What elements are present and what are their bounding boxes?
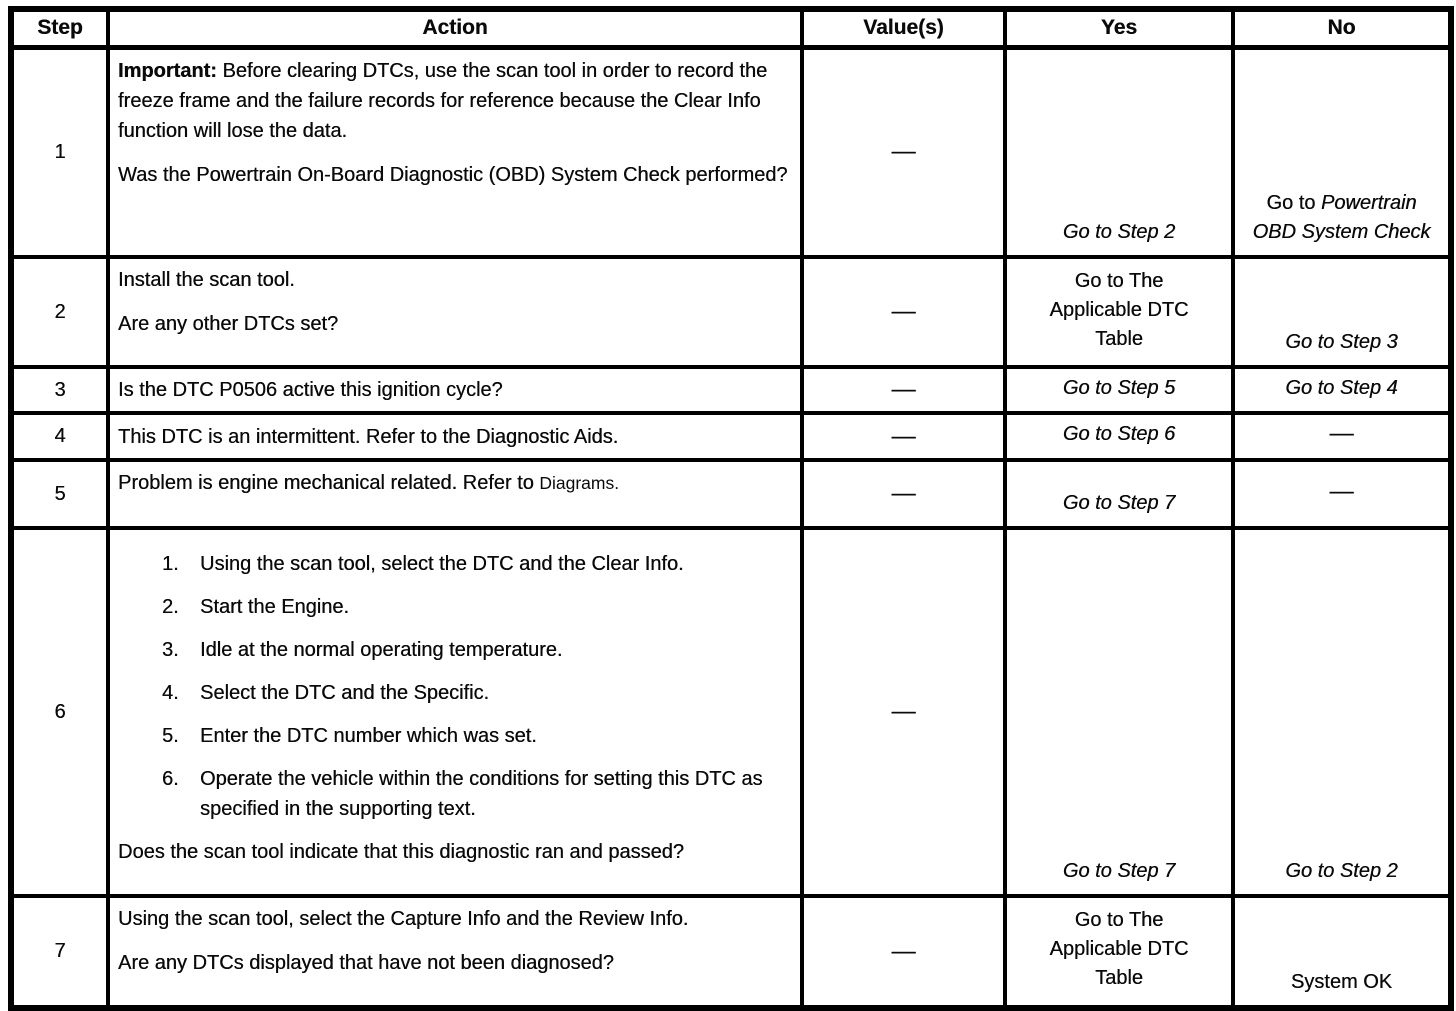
important-label: Important:: [118, 59, 217, 82]
goto-text: Go to Step 7: [1062, 860, 1176, 882]
action-paragraph: Using the scan tool, select the Capture Info and the Review Info.: [118, 908, 689, 930]
col-header-yes: Yes: [1005, 9, 1233, 47]
table-row-step-1: [11, 47, 1451, 257]
table-row-step-4: [11, 413, 1451, 460]
value-cell: [802, 413, 1005, 460]
value-cell: [802, 528, 1005, 896]
yes-cell: [1005, 413, 1233, 460]
no-cell: [1233, 528, 1451, 896]
table-row-step-7: [11, 896, 1451, 1008]
action-list-item: 1. Using the scan tool, select the DTC and the Clear Info.: [162, 553, 684, 575]
action-cell: [108, 47, 802, 257]
action-paragraph: Install the scan tool.: [118, 269, 295, 291]
no-cell: [1233, 460, 1451, 528]
goto-text: Go to Powertrain OBD System Check: [1252, 192, 1431, 243]
no-cell: [1233, 257, 1451, 367]
action-list-item: 5. Enter the DTC number which was set.: [162, 725, 537, 747]
yes-cell: [1005, 367, 1233, 413]
yes-cell: [1005, 896, 1233, 1008]
step-number: 2: [11, 257, 108, 367]
goto-text: Go to Step 7: [1062, 492, 1176, 514]
action-question: Are any other DTCs set?: [118, 313, 339, 335]
goto-text: Go to The Applicable DTC Table: [1049, 909, 1189, 989]
action-question: Are any DTCs displayed that have not been diagnosed?: [118, 952, 614, 974]
yes-cell: [1005, 528, 1233, 896]
no-cell: [1233, 367, 1451, 413]
no-cell: [1233, 47, 1451, 257]
table-row-step-5: [11, 460, 1451, 528]
action-question: Is the DTC P0506 active this ignition cycle?: [118, 379, 503, 401]
action-list-item: 2. Start the Engine.: [162, 596, 349, 618]
goto-text: Go to Step 3: [1285, 331, 1398, 353]
action-cell: [108, 528, 802, 896]
goto-text: Go to Step 2: [1062, 221, 1176, 243]
action-cell: [108, 257, 802, 367]
dash: —: [1329, 420, 1354, 447]
table-row-step-3: [11, 367, 1451, 413]
dash: —: [1329, 477, 1354, 505]
no-cell: [1233, 413, 1451, 460]
goto-text: Go to Step 4: [1285, 376, 1398, 399]
dash: —: [891, 138, 916, 166]
dash: —: [891, 298, 916, 325]
action-statement: This DTC is an intermittent. Refer to the Diagnostic Aids.: [118, 425, 619, 448]
value-cell: [802, 257, 1005, 367]
col-header-step: Step: [11, 9, 108, 47]
goto-text: Go to Step 2: [1285, 860, 1398, 882]
col-header-no: No: [1233, 9, 1451, 47]
action-paragraph: Important: Before clearing DTCs, use the scan tool in order to record the freeze frame and the failure records for reference because the Clear Info function will lose the data.: [118, 59, 768, 142]
value-cell: [802, 460, 1005, 528]
table-row-step-6: [11, 528, 1451, 896]
goto-text: Go to The Applicable DTC Table: [1049, 269, 1189, 350]
diagnostic-table: [8, 6, 1454, 1011]
yes-cell: [1005, 257, 1233, 367]
dash: —: [891, 376, 916, 403]
action-list-item: 3. Idle at the normal operating temperature.: [162, 639, 563, 661]
value-cell: [802, 47, 1005, 257]
step-number: 6: [11, 528, 108, 896]
yes-cell: [1005, 460, 1233, 528]
action-cell: [108, 413, 802, 460]
step-number: 7: [11, 896, 108, 1008]
step-number: 4: [11, 413, 108, 460]
dash: —: [891, 480, 916, 507]
value-cell: [802, 367, 1005, 413]
yes-cell: [1005, 47, 1233, 257]
table-header-row: [11, 9, 1451, 47]
action-question: Was the Powertrain On-Board Diagnostic (OBD) System Check performed?: [118, 163, 788, 186]
action-cell: [108, 896, 802, 1008]
action-question: Does the scan tool indicate that this diagnostic ran and passed?: [118, 841, 684, 863]
no-cell: [1233, 896, 1451, 1008]
action-list-item: 6. Operate the vehicle within the conditions for setting this DTC as specified in the supporting text.: [162, 768, 763, 820]
action-cell: [108, 367, 802, 413]
action-statement: Problem is engine mechanical related. Refer to Diagrams.: [118, 472, 620, 494]
step-number: 5: [11, 460, 108, 528]
goto-text: Go to Step 6: [1062, 423, 1176, 445]
action-cell: [108, 460, 802, 528]
value-cell: [802, 896, 1005, 1008]
reference-text: Diagrams.: [539, 473, 620, 493]
action-list-item: 4. Select the DTC and the Specific.: [162, 682, 490, 704]
dash: —: [891, 937, 916, 965]
dash: —: [891, 422, 916, 450]
step-number: 3: [11, 367, 108, 413]
dash: —: [891, 698, 916, 725]
goto-text: Go to Step 5: [1062, 376, 1176, 399]
col-header-values: Value(s): [802, 9, 1005, 47]
table-row-step-2: [11, 257, 1451, 367]
result-text: System OK: [1290, 971, 1393, 993]
col-header-action: Action: [108, 9, 802, 47]
step-number: 1: [11, 47, 108, 257]
